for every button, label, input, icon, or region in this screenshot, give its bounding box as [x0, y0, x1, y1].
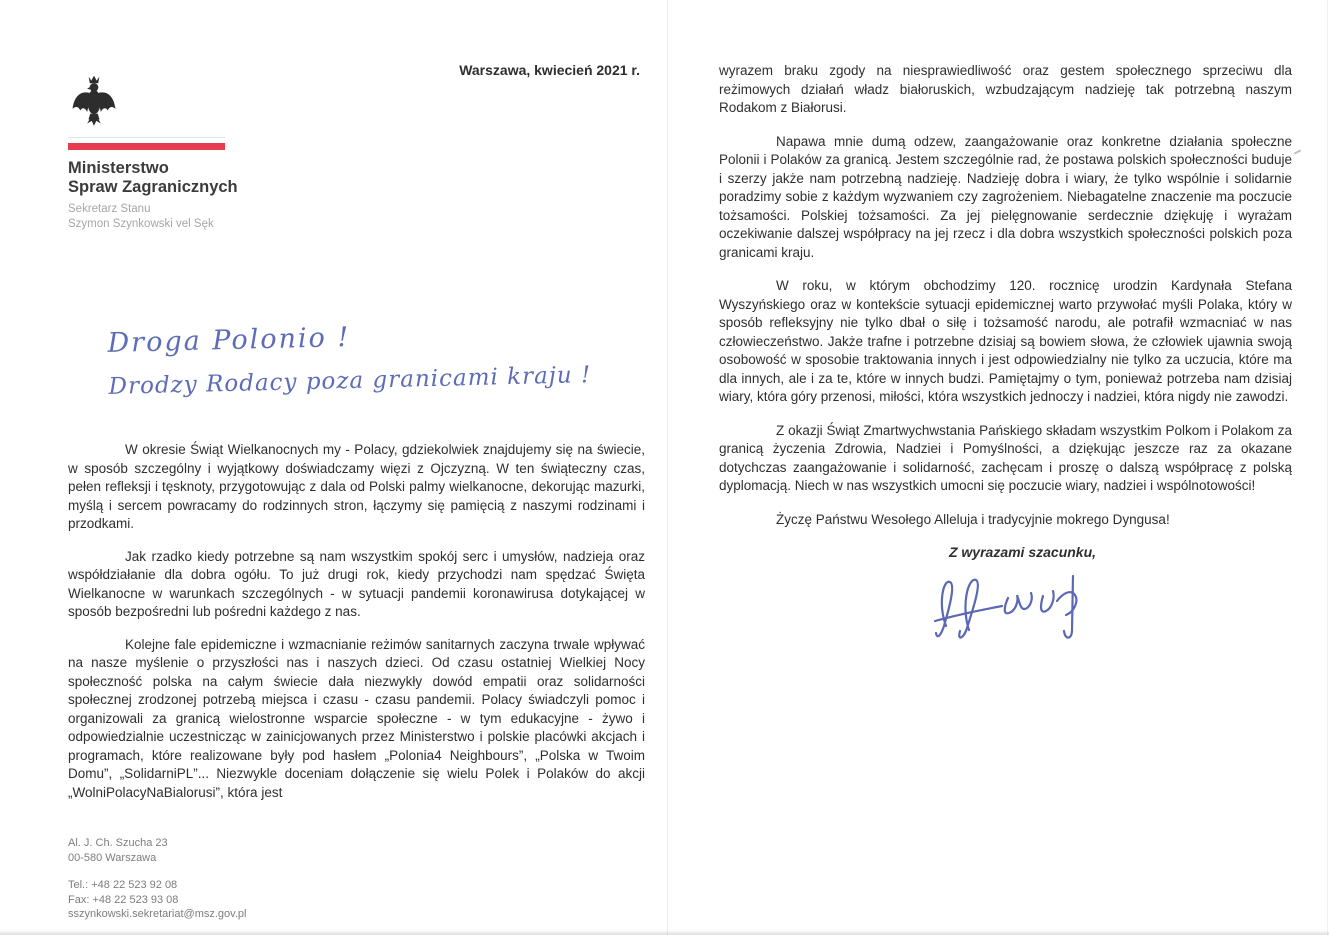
letter-date: Warszawa, kwiecień 2021 r.: [459, 62, 640, 78]
ministry-name-line2: Spraw Zagranicznych: [68, 178, 238, 196]
letterhead: [68, 72, 268, 231]
paragraph: W okresie Świąt Wielkanocnych my - Polacy, gdziekolwiek znajdujemy się na świecie, w sposób szczególny i wyjątkowy doświadczamy więzi z Ojczyzną. W ten świąteczny czas, pełen refleksji i tęsknoty, przygotowując z dala od Polski palmy wielkanocne, dekorując mazurki, myślą i sercem powracamy do rodzinnych stron, łączymy się pamięcią z naszymi rodzinami i przodkami.: [68, 442, 645, 531]
paragraph: Napawa mnie dumą odzew, zaangażowanie oraz konkretne działania społeczne Polonii i Polaków za granicą. Jestem szczególnie rad, że postawa polskich społeczności buduje i szerzy jakże nam potrzebną nadzieję. Nadzieję dobra i wiary, że tylko wspólnie i solidarnie poradzimy sobie z każdym wyzwaniem czy zagrożeniem. Niebagatelne znaczenie ma poczucie tożsamości. Polskiej tożsamości. Za jej pielęgnowanie serdecznie dziękuję i wyrażam oczekiwanie dalszej współpracy na jej rzecz i dla dobra wszystkich społeczności polskich poza granicami kraju.: [719, 133, 1292, 260]
footer-address-line1: Al. J. Ch. Szucha 23: [68, 837, 168, 849]
ministry-name-line1: Ministerstwo: [68, 159, 169, 177]
handwritten-greeting: [107, 316, 591, 400]
official-title: Sekretarz Stanu: [68, 203, 151, 215]
page-seam: [667, 0, 668, 935]
scan-edge: [1327, 0, 1328, 935]
flag-red-stripe: [68, 143, 225, 150]
footer-email: sszynkowski.sekretariat@msz.gov.pl: [68, 908, 247, 920]
footer-fax: Fax: +48 22 523 93 08: [68, 893, 179, 906]
ministry-name: [68, 159, 268, 197]
polish-eagle-icon: [71, 72, 117, 129]
page1-body: [68, 441, 645, 816]
paragraph: Z okazji Świąt Zmartwychwstania Pańskiego składam wszystkim Polkom i Polakom za granicą życzenia Zdrowia, Nadziei i Pomyślności, a dziękując jeszcze raz za okazane dotychczas zaangażowanie i solidarność, zachęcam i proszę o dalszą współpracę z polską dyplomacją. Niech w nas wszystkich umocni się poczucie wiary, nadziei i wspólnotowości!: [719, 422, 1292, 493]
page2-body: [719, 62, 1292, 646]
paragraph: wyrazem braku zgody na niesprawiedliwość oraz gestem społecznego sprzeciwu dla reżimowych działań władz białoruskich, wzbudzającym nadzieję tak potrzebną naszym Rodakom z Białorusi.: [719, 63, 1292, 115]
footer-address: [68, 836, 246, 865]
paragraph: Kolejne fale epidemiczne i wzmacnianie reżimów sanitarnych zaczyna trwale wpływać na nasze myślenie o przyszłości nas i naszych dzieci. Od czasu ostatniej Wielkiej Nocy społeczność polska na całym świecie dała niezwykły dowód empatii oraz solidarności społecznej zrodzonej potrzebą miejsca i czasu - czasu pandemii. Polacy świadczyli pomoc i organizowali za granicą wielostronne wsparcie społeczne - w tym edukacyjne - żywo i odpowiedzialnie uczestnicząc w zainicjowanych przez Ministerstwo i polskie placówki akcjach i programach, które realizowane były pod hasłem „Polonia4 Neighbours”, „Polska w Twoim Domu”, „SolidarniPL”... Niezwykle doceniam dołączenie się wielu Polek i Polaków do akcji „WolniPolacyNaBialorusi”, która jest: [68, 636, 645, 800]
greeting-line1: Droga Polonio !: [107, 321, 351, 359]
polish-flag-bar: [68, 137, 225, 150]
handwritten-signature-icon: [924, 568, 1099, 646]
official-block: [68, 202, 268, 231]
closing-salutation: Z wyrazami szacunku,: [948, 544, 1097, 560]
paragraph: W roku, w którym obchodzimy 120. rocznicę urodzin Kardynała Stefana Wyszyńskiego oraz w kontekście sytuacji epidemicznej warto przywołać myśli Polaka, który w sposób refleksyjny nie tylko dbał o siłę i tożsamość narodu, ale potrafił wzmacniać w nas człowieczeństwo. Jakże trafne i potrzebne dzisiaj są bowiem słowa, że człowiek ujawnia swoją osobowość w sposobie traktowania innych i jest odpowiedzialny nie tylko za uczucia, które ma dla innych, ale i za te, które w innych budzi. Pamiętajmy o tym, ponieważ potrzeba nam dzisiaj wiary, która góry przenosi, miłości, która wszystkich jednoczy i nadziei, która nigdy nie zawodzi.: [719, 278, 1292, 404]
footer-address-line2: 00-580 Warszawa: [68, 851, 157, 864]
greeting-line2: Drodzy Rodacy poza granicami kraju !: [108, 362, 592, 400]
paragraph: Życzę Państwu Wesołego Alleluja i tradycyjnie mokrego Dyngusa!: [776, 511, 1170, 527]
footer-contact: [68, 878, 246, 922]
scan-bottom-shadow: [0, 930, 1329, 935]
letter-footer: [68, 836, 246, 922]
official-name: Szymon Szynkowski vel Sęk: [68, 217, 214, 230]
footer-phone: Tel.: +48 22 523 92 08: [68, 879, 178, 891]
scan-artifact-mark: [1294, 149, 1301, 154]
paragraph: Jak rzadko kiedy potrzebne są nam wszystkim spokój serc i umysłów, nadzieja oraz współdziałanie dla dobra ogółu. To już drugi rok, kiedy przychodzi nam spędzać Święta Wielkanocne w warunkach szczególnych - w sytuacji pandemii koronawirusa dotykającej w sposób bezpośredni lub pośredni każdego z nas.: [68, 548, 645, 619]
